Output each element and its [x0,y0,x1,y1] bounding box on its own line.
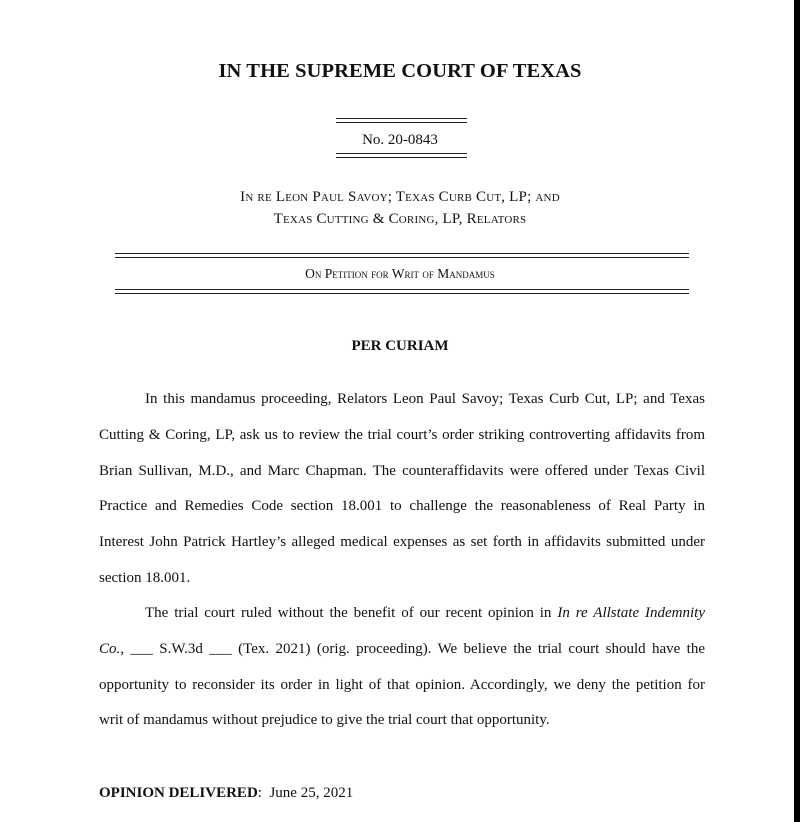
opinion-delivered-date: June 25, 2021 [269,785,354,801]
docket-rule-top [336,118,467,123]
petition-caption: On Petition for Writ of Mandamus [305,266,495,281]
opinion-delivered-label: OPINION DELIVERED [99,785,258,801]
paragraph-1-line: section 18.001. [99,570,191,586]
case-name-line-2: Texas Cutting & Coring, LP, Relators [273,211,527,227]
paragraph-2-line [99,641,705,658]
paragraph-1-line: Practice and Remedies Code section 18.001 to challenge the reasonableness of Real Party in [99,498,705,514]
page-edge-border [794,0,800,822]
case-name-line-1: In re Leon Paul Savoy; Texas Curb Cut, LP; and [240,189,560,205]
petition-rule-top [115,253,689,258]
docket-number: No. 20-0843 [362,132,438,148]
paragraph-1-line: Cutting & Coring, LP, ask us to review the trial court’s order striking controverting affidavits from [99,427,705,443]
petition-rule-bottom [115,289,689,294]
docket-rule-bottom [336,153,467,158]
case-citation: Co. [99,641,121,657]
paragraph-2-line [145,605,705,622]
per-curiam-heading: PER CURIAM [351,338,449,354]
opinion-delivered [99,785,353,802]
paragraph-1-line: Brian Sullivan, M.D., and Marc Chapman. The counteraffidavits were offered under Texas Civil [99,463,705,479]
paragraph-2-text: , ___ S.W.3d ___ (Tex. 2021) (orig. proceeding). We believe the trial court should have the [120,641,705,657]
paragraph-2-line: writ of mandamus without prejudice to give the trial court that opportunity. [99,712,550,728]
court-title: IN THE SUPREME COURT OF TEXAS [218,60,582,82]
paragraph-1-line: Interest John Patrick Hartley’s alleged medical expenses as set forth in affidavits submitted under [99,534,705,550]
paragraph-2-line: opportunity to reconsider its order in light of that opinion. Accordingly, we deny the petition for [99,677,705,693]
paragraph-1-line: In this mandamus proceeding, Relators Leon Paul Savoy; Texas Curb Cut, LP; and Texas [145,391,705,407]
case-citation: In re Allstate Indemnity [557,605,705,621]
paragraph-2-text: The trial court ruled without the benefit of our recent opinion in [145,605,558,621]
opinion-delivered-sep: : [257,785,262,801]
